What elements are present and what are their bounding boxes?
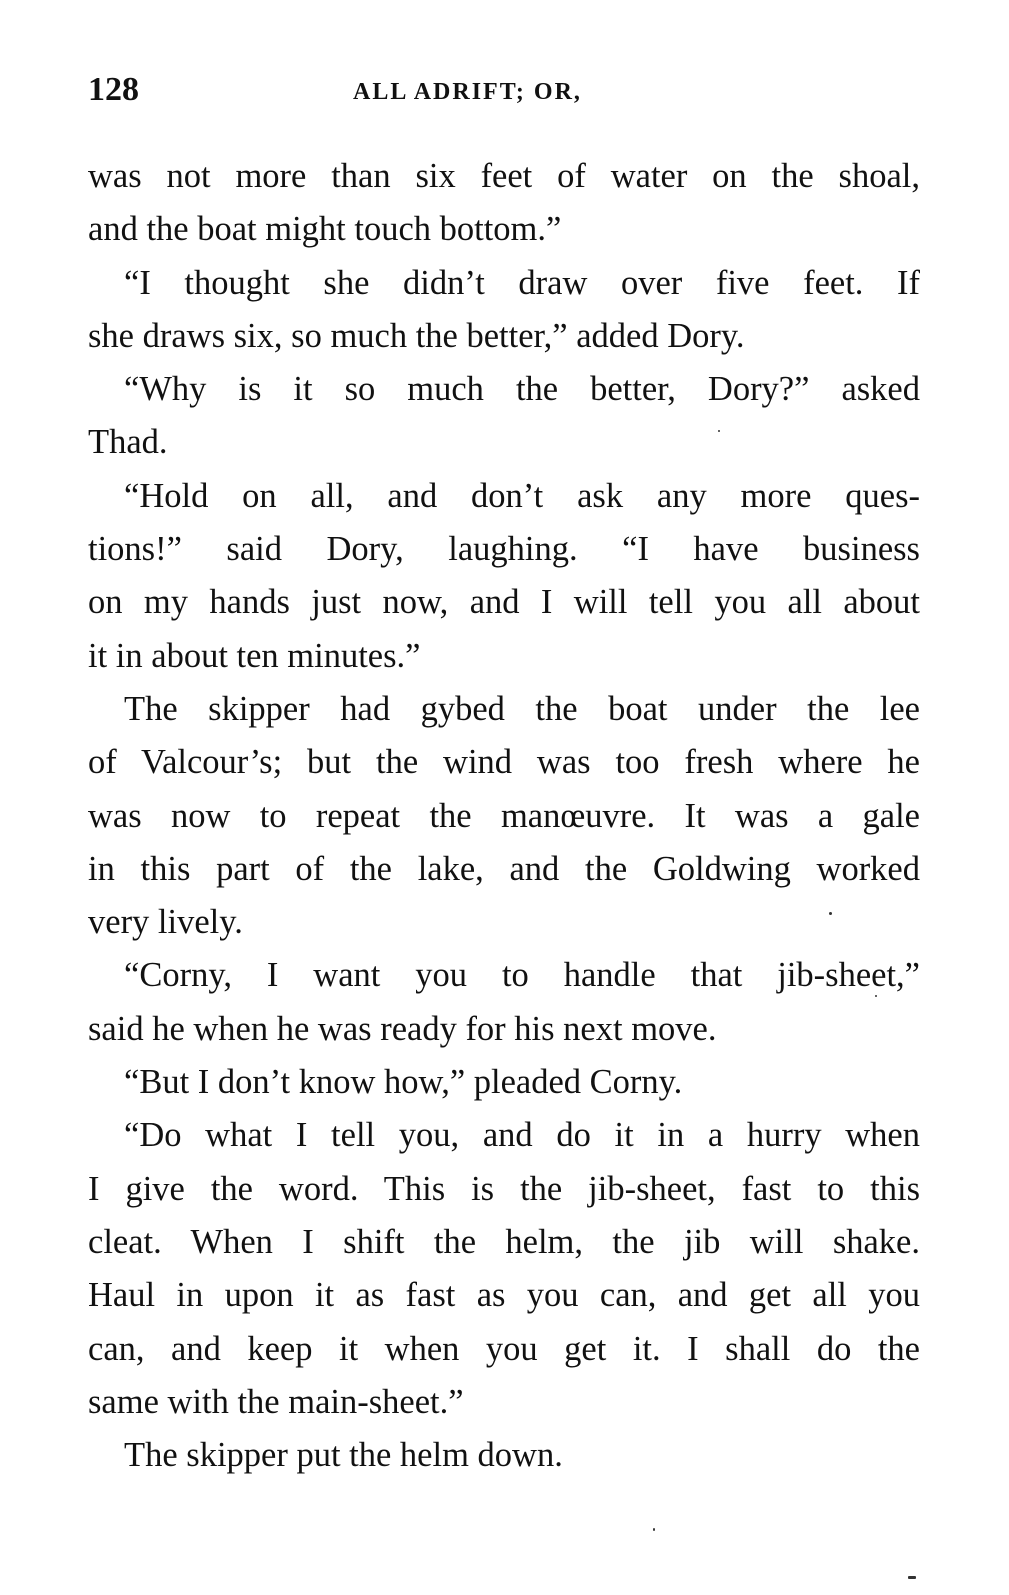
text-line: can, and keep it when you get it. I shall do the [88,1329,920,1368]
text-line: “Hold on all, and don’t ask any more ques- [124,476,920,515]
text-line: “Why is it so much the better, Dory?” asked [124,370,920,409]
text-line: was now to repeat the manœuvre. It was a gale [88,796,920,835]
text-line: on my hands just now, and I will tell you all about [88,583,920,622]
page-number: 128 [88,71,139,108]
text-line: of Valcour’s; but the wind was too fresh where he [88,743,920,782]
text-line: it in about ten minutes.” [88,636,421,675]
print-speck [718,430,720,432]
text-line: “I thought she didn’t draw over five feet. If [124,263,920,302]
text-line: tions!” said Dory, laughing. “I have business [88,530,920,569]
text-line: she draws six, so much the better,” added Dory. [88,316,745,355]
text-line: in this part of the lake, and the Goldwing worked [88,849,920,888]
text-line: cleat. When I shift the helm, the jib will shake. [88,1222,920,1261]
print-speck [908,1576,916,1579]
text-line: same with the main-sheet.” [88,1382,464,1421]
running-head: ALL ADRIFT; OR, [353,79,582,105]
text-line: “Do what I tell you, and do it in a hurry when [124,1116,920,1155]
text-line: and the boat might touch bottom.” [88,210,562,249]
text-line: “Corny, I want you to handle that jib-sheet,” [124,956,920,995]
print-speck [875,995,877,997]
text-line: was not more than six feet of water on the shoal, [88,157,920,195]
text-line: Thad. [88,423,168,462]
text-line: Haul in upon it as fast as you can, and get all you [88,1276,920,1315]
text-line: said he when he was ready for his next move. [88,1009,717,1048]
text-line: “But I don’t know how,” pleaded Corny. [124,1063,683,1102]
text-line: The skipper put the helm down. [124,1436,563,1475]
body-text [88,150,920,1482]
print-speck [829,912,832,915]
text-line: very lively. [88,903,243,942]
page-header [88,68,920,118]
print-speck [653,1528,655,1531]
text-line: The skipper had gybed the boat under the lee [124,689,920,728]
text-line: I give the word. This is the jib-sheet, fast to this [88,1169,920,1208]
